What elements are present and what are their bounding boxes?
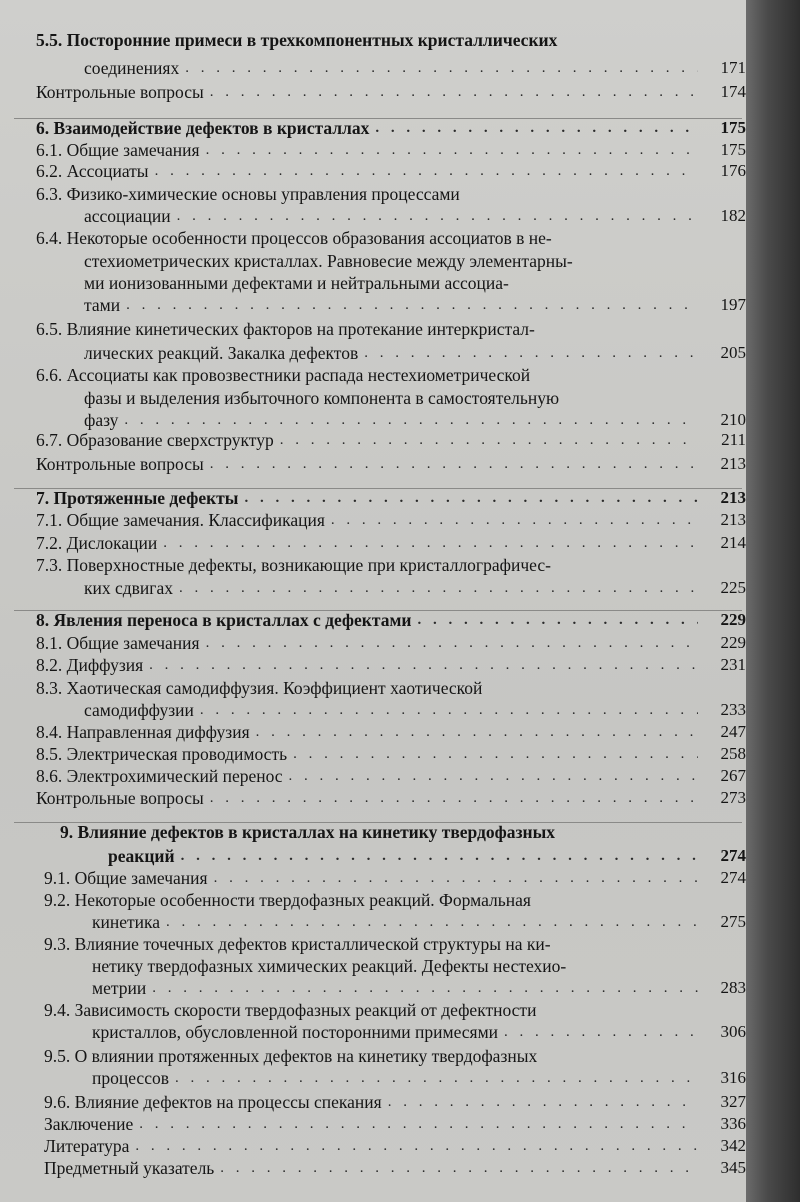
toc-entry-title: 7.2. Дислокации: [36, 533, 158, 553]
toc-entry-title: 8.5. Электрическая проводимость: [36, 744, 288, 764]
toc-entry: [0, 1044, 746, 1068]
toc-leader-dots: [504, 1020, 698, 1044]
toc-leader-dots: [175, 1066, 698, 1090]
toc-entry-title: 6.6. Ассоциаты как провозвестники распада нестехиометрической: [36, 365, 531, 385]
toc-entry-title: 8. Явления переноса в кристаллах с дефектами: [36, 610, 412, 630]
toc-leader-dots: [166, 910, 698, 934]
toc-page-number: 274: [720, 846, 746, 865]
toc-entry: [0, 56, 746, 80]
toc-entry: [0, 386, 746, 410]
toc-page-number: 213: [720, 510, 746, 529]
toc-leader-dots: [126, 293, 698, 317]
toc-leader-dots: [364, 341, 698, 365]
toc-leader-dots: [185, 56, 698, 80]
toc-entry-title: ми ионизованными дефектами и нейтральными ассоциа-: [84, 273, 509, 293]
toc-entry-title: 6.3. Физико-химические основы управления процессами: [36, 184, 460, 204]
toc-entry: [0, 28, 746, 52]
toc-page-number: 273: [720, 788, 746, 807]
toc-entry-title: 7. Протяженные дефекты: [36, 488, 239, 508]
toc-entry: [0, 80, 746, 104]
page-edge-shadow: [746, 0, 800, 1202]
toc-entry-title: метрии: [92, 978, 147, 998]
toc-page-number: 213: [720, 488, 746, 507]
toc-entry-title: 6.2. Ассоциаты: [36, 161, 149, 181]
toc-entry-title: лических реакций. Закалка дефектов: [84, 343, 359, 363]
toc-leader-dots: [139, 1112, 698, 1136]
toc-entry-title: кристаллов, обусловленной посторонними примесями: [92, 1022, 499, 1042]
toc-leader-dots: [214, 866, 698, 890]
toc-page-number: 345: [720, 1158, 746, 1177]
toc-entry-title: 9.2. Некоторые особенности твердофазных реакций. Формальная: [44, 890, 531, 910]
toc-entry: [0, 293, 746, 317]
toc-entry: [0, 204, 746, 228]
toc-entry-title: 9. Влияние дефектов в кристаллах на кинетику твердофазных: [60, 822, 556, 842]
toc-page-number: 229: [720, 633, 746, 652]
toc-entry: [0, 363, 746, 387]
toc-entry: [0, 631, 746, 655]
toc-entry: [0, 910, 746, 934]
toc-entry-title: стехиометрических кристаллах. Равновесие между элементарны-: [84, 251, 573, 271]
toc-page-number: 205: [720, 343, 746, 362]
toc-entry-title: тами: [84, 295, 121, 315]
toc-entry: [0, 1112, 746, 1136]
toc-entry: [0, 976, 746, 1000]
toc-entry-title: фазы и выделения избыточного компонента в самостоятельную: [84, 388, 560, 408]
toc-entry-title: 7.3. Поверхностные дефекты, возникающие при кристаллографичес-: [36, 555, 551, 575]
toc-entry-title: 6.4. Некоторые особенности процессов образования ассоциатов в не-: [36, 228, 552, 248]
toc-leader-dots: [388, 1090, 698, 1114]
toc-page-number: 233: [720, 700, 746, 719]
toc-entry: [0, 608, 746, 632]
toc-leader-dots: [244, 486, 698, 510]
toc-leader-dots: [149, 653, 698, 677]
toc-page-number: 327: [720, 1092, 746, 1111]
toc-entry: [0, 998, 746, 1022]
toc-entry: [0, 428, 746, 452]
toc-page-number: 306: [720, 1022, 746, 1041]
toc-page-number: 231: [720, 655, 746, 674]
toc-entry: [0, 764, 746, 788]
toc-page-number: 274: [720, 868, 746, 887]
toc-entry-title: 6.1. Общие замечания: [36, 140, 200, 160]
toc-entry: [0, 720, 746, 744]
toc-entry: [0, 932, 746, 956]
toc-entry: [0, 698, 746, 722]
toc-entry: [0, 888, 746, 912]
toc-leader-dots: [163, 531, 698, 555]
toc-page-number: 176: [720, 161, 746, 180]
toc-entry: [0, 1156, 746, 1180]
toc-entry: [0, 341, 746, 365]
toc-entry: [0, 866, 746, 890]
toc-entry-title: 8.6. Электрохимический перенос: [36, 766, 283, 786]
toc-entry: [0, 1066, 746, 1090]
toc-page-number: 225: [720, 578, 746, 597]
toc-entry: [0, 486, 746, 510]
toc-entry-title: 9.1. Общие замечания: [44, 868, 208, 888]
toc-entry: [0, 820, 746, 844]
toc-entry-title: реакций: [108, 846, 175, 866]
toc-leader-dots: [280, 428, 698, 452]
toc-leader-dots: [210, 786, 698, 810]
toc-entry-title: 8.1. Общие замечания: [36, 633, 200, 653]
toc-entry-title: 8.4. Направленная диффузия: [36, 722, 250, 742]
toc-leader-dots: [293, 742, 698, 766]
toc-entry-title: ассоциации: [84, 206, 171, 226]
toc-entry-title: Предметный указатель: [44, 1158, 215, 1178]
toc-entry: [0, 159, 746, 183]
toc-page-number: 213: [720, 454, 746, 473]
toc-entry-title: соединениях: [84, 58, 180, 78]
toc-leader-dots: [375, 116, 698, 140]
toc-entry-title: Контрольные вопросы: [36, 454, 204, 474]
toc-page-number: 247: [720, 722, 746, 741]
toc-page-number: 175: [720, 118, 746, 137]
toc-entry-title: 9.5. О влиянии протяженных дефектов на кинетику твердофазных: [44, 1046, 538, 1066]
toc-page-number: 197: [720, 295, 746, 314]
toc-entry: [0, 531, 746, 555]
toc-entry-title: самодиффузии: [84, 700, 194, 720]
toc-page-number: 211: [721, 430, 746, 449]
toc-entry: [0, 742, 746, 766]
toc-entry: [0, 1020, 746, 1044]
toc-page-number: 182: [720, 206, 746, 225]
toc-entry-title: 8.2. Диффузия: [36, 655, 144, 675]
toc-page-number: 283: [720, 978, 746, 997]
toc-entry: [0, 452, 746, 476]
toc-entry: [0, 226, 746, 250]
toc-page-number: 174: [720, 82, 746, 101]
toc-page-number: 258: [720, 744, 746, 763]
toc-page-number: 175: [720, 140, 746, 159]
toc-leader-dots: [289, 764, 698, 788]
toc-page-number: 171: [720, 58, 746, 77]
toc-entry-title: 6.5. Влияние кинетических факторов на протекание интеркристал-: [36, 319, 535, 339]
toc-entry-title: 9.6. Влияние дефектов на процессы спекания: [44, 1092, 382, 1112]
toc-entry-title: кинетика: [92, 912, 161, 932]
toc-entry-title: нетику твердофазных химических реакций. Дефекты нестехио-: [92, 956, 567, 976]
toc-entry-title: 6.7. Образование сверхструктур: [36, 430, 274, 450]
toc-entry-title: 5.5. Посторонние примеси в трехкомпонентных кристаллических: [36, 30, 558, 50]
toc-page-number: 342: [720, 1136, 746, 1155]
toc-page-number: 229: [720, 610, 746, 629]
toc-page-number: 336: [720, 1114, 746, 1133]
toc-entry-title: процессов: [92, 1068, 169, 1088]
toc-leader-dots: [206, 631, 698, 655]
toc-leader-dots: [417, 608, 698, 632]
toc-leader-dots: [220, 1156, 698, 1180]
toc-entry-title: Заключение: [44, 1114, 134, 1134]
toc-page-number: 210: [720, 410, 746, 429]
toc-entry: [0, 576, 746, 600]
toc-page-number: 275: [720, 912, 746, 931]
toc-entry: [0, 954, 746, 978]
toc-page-number: 267: [720, 766, 746, 785]
toc-entry: [0, 786, 746, 810]
toc-entry: [0, 653, 746, 677]
toc-entry: [0, 1134, 746, 1158]
toc-entry: [0, 271, 746, 295]
toc-page-number: 316: [720, 1068, 746, 1087]
toc-leader-dots: [152, 976, 698, 1000]
toc-leader-dots: [155, 159, 698, 183]
toc-entry-title: 6. Взаимодействие дефектов в кристаллах: [36, 118, 370, 138]
toc-leader-dots: [135, 1134, 698, 1158]
toc-entry-title: 8.3. Хаотическая самодиффузия. Коэффициент хаотической: [36, 678, 483, 698]
toc-entry: [0, 676, 746, 700]
toc-entry: [0, 553, 746, 577]
toc-entry: [0, 1090, 746, 1114]
toc-leader-dots: [177, 204, 698, 228]
toc-entry-title: 7.1. Общие замечания. Классификация: [36, 510, 325, 530]
toc-entry-title: Литература: [44, 1136, 130, 1156]
toc-entry: [0, 844, 746, 868]
toc-leader-dots: [179, 576, 698, 600]
toc-leader-dots: [210, 452, 698, 476]
toc-entry-title: 9.4. Зависимость скорости твердофазных реакций от дефектности: [44, 1000, 537, 1020]
toc-leader-dots: [256, 720, 698, 744]
toc-leader-dots: [210, 80, 698, 104]
toc-entry-title: 9.3. Влияние точечных дефектов кристаллической структуры на ки-: [44, 934, 551, 954]
toc-page-number: 214: [720, 533, 746, 552]
toc-entry: [0, 182, 746, 206]
toc-entry-title: фазу: [84, 410, 119, 430]
toc-leader-dots: [200, 698, 698, 722]
toc-entry: [0, 317, 746, 341]
toc-entry: [0, 116, 746, 140]
toc-entry: [0, 508, 746, 532]
toc-entry-title: Контрольные вопросы: [36, 82, 204, 102]
toc-leader-dots: [181, 844, 698, 868]
toc-leader-dots: [331, 508, 698, 532]
toc-entry: [0, 249, 746, 273]
toc-entry-title: Контрольные вопросы: [36, 788, 204, 808]
toc-entry-title: ких сдвигах: [84, 578, 173, 598]
